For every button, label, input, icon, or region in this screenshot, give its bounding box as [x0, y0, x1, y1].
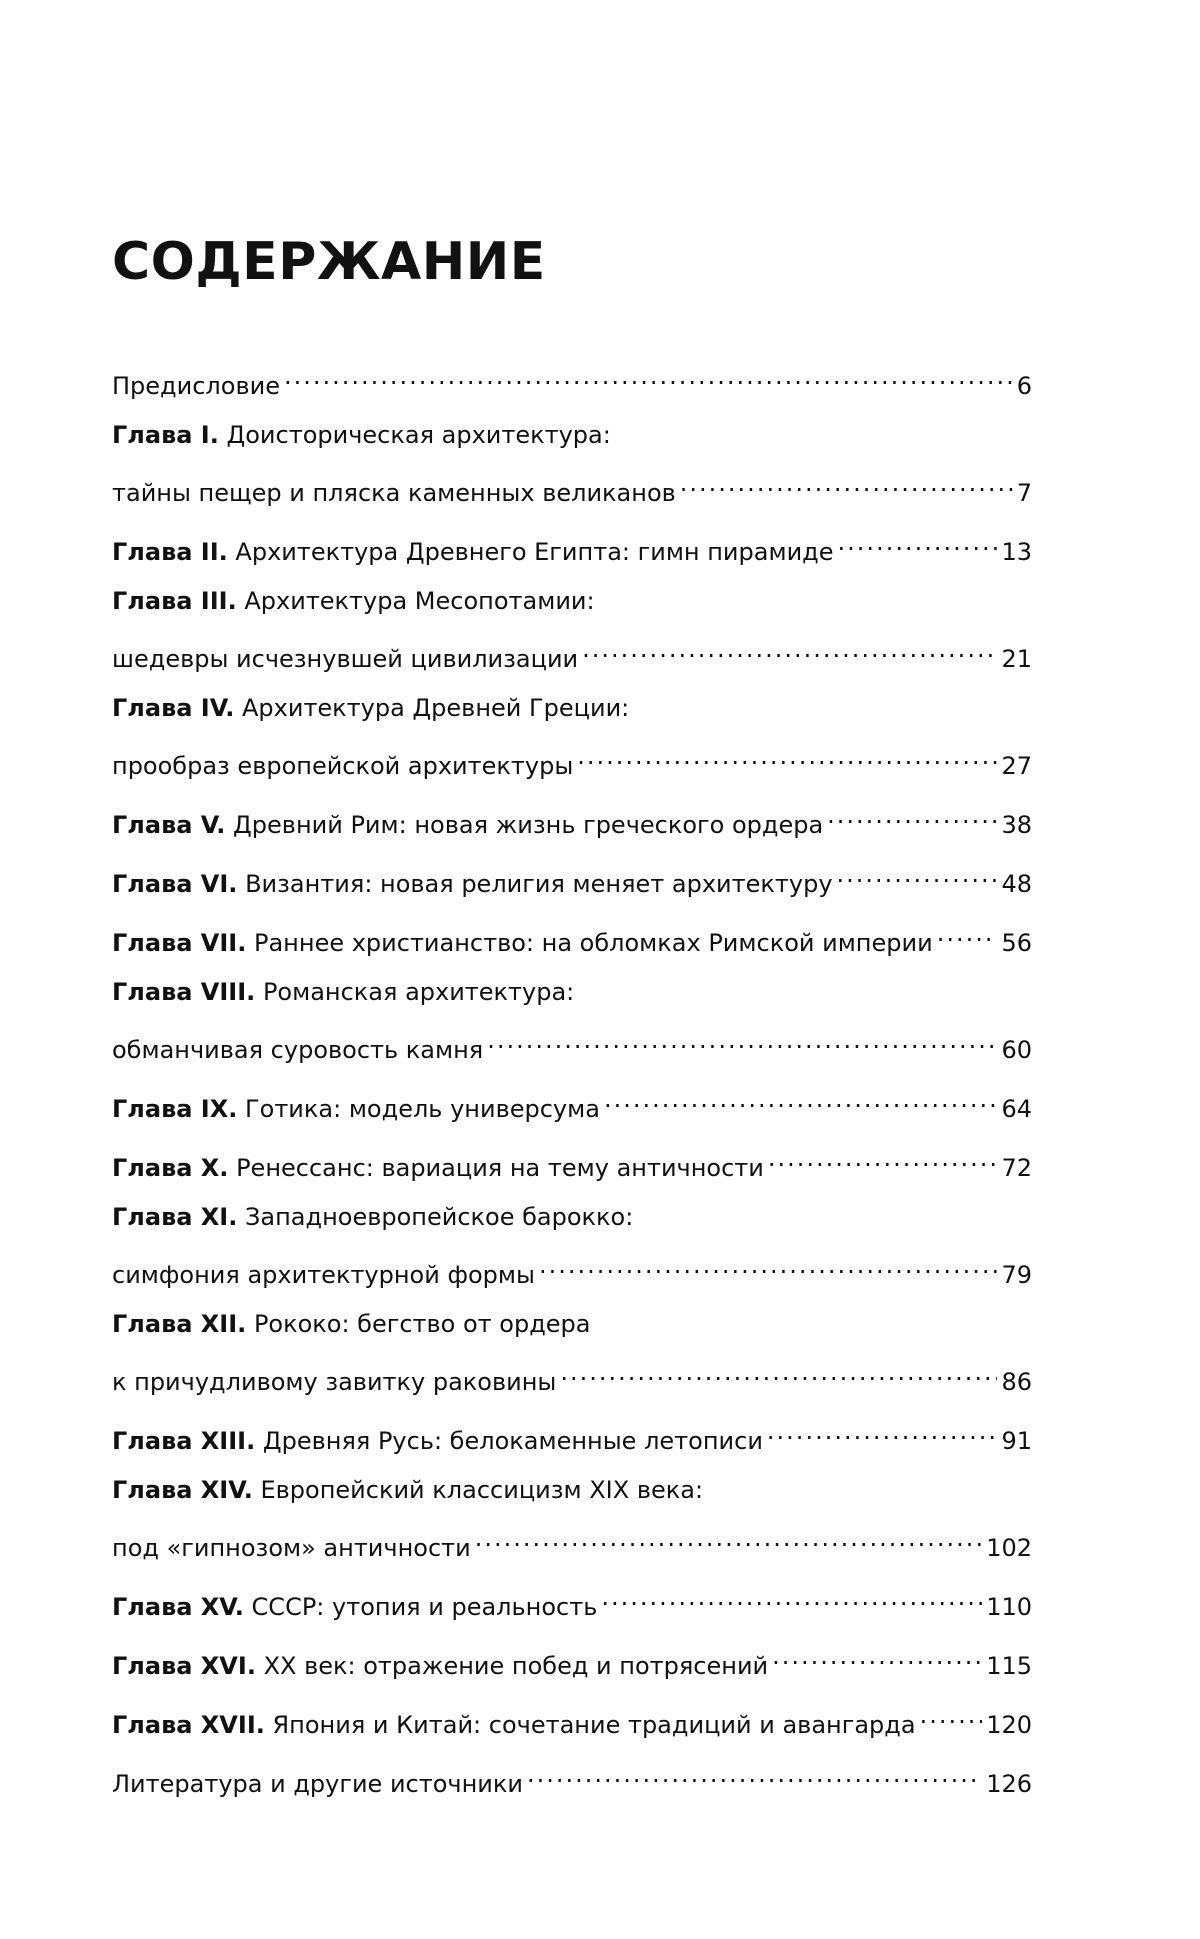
- dot-leader: [768, 1140, 998, 1176]
- page-number: 126: [986, 1770, 1032, 1798]
- page-number: 120: [986, 1711, 1032, 1739]
- entry-title: Рококо: бегство от ордера: [253, 1310, 591, 1338]
- toc-entry-line: [112, 1638, 1032, 1680]
- chapter-label: Глава IV.: [112, 694, 235, 722]
- chapter-label: Глава IX.: [112, 1095, 238, 1123]
- entry-title: XX век: отражение побед и потрясений: [263, 1652, 769, 1680]
- chapter-label: Глава XVI.: [112, 1652, 256, 1680]
- chapter-label: Глава XIV.: [112, 1476, 253, 1504]
- chapter-label: Глава XV.: [112, 1593, 244, 1621]
- chapter-label: Глава III.: [112, 587, 237, 615]
- page-number: 6: [1016, 372, 1032, 400]
- dot-leader: [539, 1247, 998, 1283]
- entry-title: обманчивая суровость камня: [112, 1036, 484, 1064]
- dot-leader: [475, 1520, 982, 1556]
- page-number: 115: [986, 1652, 1032, 1680]
- toc-entry-line: [112, 856, 1032, 898]
- toc-entry-line: [112, 1354, 1032, 1396]
- page-number: 38: [1001, 811, 1032, 839]
- chapter-label: Глава X.: [112, 1154, 229, 1182]
- page-number: 64: [1001, 1095, 1032, 1123]
- entry-title: Византия: новая религия меняет архитектуру: [245, 870, 833, 898]
- entry-title: Архитектура Древнего Египта: гимн пирамиде: [235, 538, 834, 566]
- chapter-label: Глава I.: [112, 421, 219, 449]
- dot-leader: [527, 1756, 982, 1792]
- dot-leader: [680, 465, 1013, 501]
- toc-entry-line: [112, 417, 1032, 453]
- toc-entry-line: [112, 915, 1032, 957]
- entry-title: Доисторическая архитектура:: [226, 421, 611, 449]
- page-number: 60: [1001, 1036, 1032, 1064]
- chapter-label: Глава VI.: [112, 870, 238, 898]
- dot-leader: [837, 856, 998, 892]
- toc-entry-line: [112, 738, 1032, 780]
- page-number: 72: [1001, 1154, 1032, 1182]
- page-number: 86: [1001, 1368, 1032, 1396]
- entry-title: Архитектура Месопотамии:: [244, 587, 595, 615]
- chapter-label: Глава XVII.: [112, 1711, 265, 1739]
- toc-entry-line: [112, 797, 1032, 839]
- chapter-label: Глава V.: [112, 811, 226, 839]
- chapter-label: Глава XIII.: [112, 1427, 256, 1455]
- toc-entry-line: [112, 1413, 1032, 1455]
- toc-entry-line: [112, 1022, 1032, 1064]
- page-number: 27: [1001, 752, 1032, 780]
- toc-entry-line: [112, 1199, 1032, 1235]
- toc-entry-line: [112, 583, 1032, 619]
- page-number: 110: [986, 1593, 1032, 1621]
- entry-title: Европейский классицизм XIX века:: [260, 1476, 704, 1504]
- page-number: 48: [1001, 870, 1032, 898]
- page-number: 79: [1001, 1261, 1032, 1289]
- entry-title: Древняя Русь: белокаменные летописи: [262, 1427, 763, 1455]
- entry-title: симфония архитектурной формы: [112, 1261, 535, 1289]
- toc-entry-line: [112, 1472, 1032, 1508]
- toc-entry-line: [112, 974, 1032, 1010]
- dot-leader: [560, 1354, 997, 1390]
- toc-entry-line: [112, 465, 1032, 507]
- entry-title: тайны пещер и пляска каменных великанов: [112, 479, 676, 507]
- entry-title: к причудливому завитку раковины: [112, 1368, 557, 1396]
- page-number: 102: [986, 1534, 1032, 1562]
- entry-title: Готика: модель универсума: [245, 1095, 600, 1123]
- entry-title: Литература и другие источники: [112, 1770, 523, 1798]
- dot-leader: [838, 524, 998, 560]
- dot-leader: [920, 1697, 983, 1733]
- dot-leader: [601, 1579, 982, 1615]
- entry-title: Архитектура Древней Греции:: [241, 694, 630, 722]
- page-number: 13: [1001, 538, 1032, 566]
- dot-leader: [284, 358, 1013, 394]
- toc-entry-line: [112, 631, 1032, 673]
- dot-leader: [604, 1081, 998, 1117]
- entry-title: под «гипнозом» античности: [112, 1534, 471, 1562]
- toc-entry-line: [112, 690, 1032, 726]
- dot-leader: [827, 797, 997, 833]
- entry-title: Ренессанс: вариация на тему античности: [236, 1154, 764, 1182]
- chapter-label: Глава XI.: [112, 1203, 238, 1231]
- toc-entry-line: [112, 1756, 1032, 1798]
- chapter-label: Глава XII.: [112, 1310, 247, 1338]
- dot-leader: [937, 915, 998, 951]
- entry-title: шедевры исчезнувшей цивилизации: [112, 645, 579, 673]
- dot-leader: [577, 738, 997, 774]
- toc-entry-line: [112, 1306, 1032, 1342]
- page-number: 21: [1001, 645, 1032, 673]
- entry-title: Древний Рим: новая жизнь греческого ордера: [233, 811, 824, 839]
- toc-entry-line: [112, 1697, 1032, 1739]
- toc-entry-line: [112, 1140, 1032, 1182]
- chapter-label: Глава II.: [112, 538, 228, 566]
- toc-entry-line: [112, 358, 1032, 400]
- toc-entry-line: [112, 1081, 1032, 1123]
- toc-entry-line: [112, 1579, 1032, 1621]
- toc-entry-line: [112, 1520, 1032, 1562]
- dot-leader: [772, 1638, 982, 1674]
- entry-title: Предисловие: [112, 372, 280, 400]
- entry-title: Западноевропейское барокко:: [245, 1203, 634, 1231]
- chapter-label: Глава VIII.: [112, 978, 256, 1006]
- page-number: 56: [1001, 929, 1032, 957]
- entry-title: Романская архитектура:: [262, 978, 575, 1006]
- entry-title: Япония и Китай: сочетание традиций и авангарда: [272, 1711, 916, 1739]
- entry-title: СССР: утопия и реальность: [251, 1593, 598, 1621]
- entry-title: прообраз европейской архитектуры: [112, 752, 574, 780]
- dot-leader: [582, 631, 997, 667]
- dot-leader: [487, 1022, 997, 1058]
- page-number: 91: [1001, 1427, 1032, 1455]
- page-title: СОДЕРЖАНИЕ: [112, 232, 546, 292]
- toc-entry-line: [112, 1247, 1032, 1289]
- chapter-label: Глава VII.: [112, 929, 247, 957]
- dot-leader: [767, 1413, 998, 1449]
- toc-entry-line: [112, 524, 1032, 566]
- page-number: 7: [1016, 479, 1032, 507]
- entry-title: Раннее христианство: на обломках Римской империи: [254, 929, 933, 957]
